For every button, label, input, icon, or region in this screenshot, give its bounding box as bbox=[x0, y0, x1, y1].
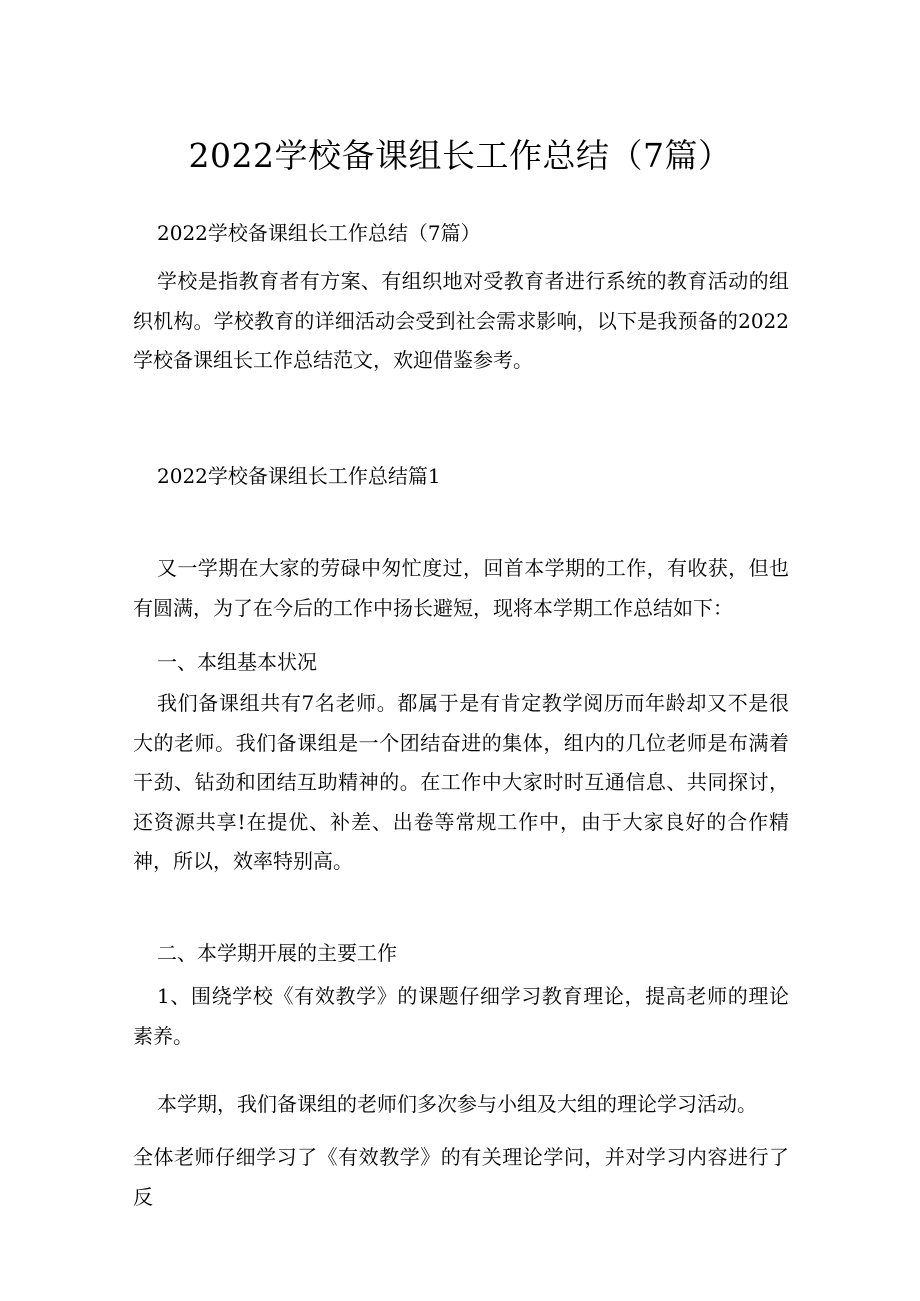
section-heading: 2022学校备课组长工作总结篇1 bbox=[157, 464, 441, 488]
body-paragraph-5: 全体老师仔细学习了《有效教学》的有关理论学问，并对学习内容进行了反 bbox=[133, 1145, 789, 1209]
document-subtitle: 2022学校备课组长工作总结（7篇） bbox=[157, 221, 481, 245]
body-paragraph-1: 又一学期在大家的劳碌中匆忙度过，回首本学期的工作，有收获，但也有圆满，为了在今后的工作中扬长避短，现将本学期工作总结如下： bbox=[133, 556, 789, 620]
body-paragraph-4: 本学期，我们备课组的老师们多次参与小组及大组的理论学习活动。 bbox=[157, 1092, 757, 1116]
intro-paragraph: 学校是指教育者有方案、有组织地对受教育者进行系统的教育活动的组织机构。学校教育的详细活动会受到社会需求影响，以下是我预备的2022学校备课组长工作总结范文，欢迎借鉴参考。 bbox=[133, 269, 789, 372]
body-paragraph-3: 1、围绕学校《有效教学》的课题仔细学习教育理论，提高老师的理论素养。 bbox=[133, 984, 789, 1048]
heading-main-work: 二、本学期开展的主要工作 bbox=[157, 941, 397, 965]
body-paragraph-2: 我们备课组共有7名老师。都属于是有肯定教学阅历而年龄却又不是很大的老师。我们备课组是一个团结奋进的集体，组内的几位老师是布满着干劲、钻劲和团结互助精神的。在工作中大家时时互通信息、共同探讨，还资源共享!在提优、补差、出卷等常规工作中，由于大家良好的合作精神，所以，效率特别高。 bbox=[133, 691, 789, 873]
document-title: 2022学校备课组长工作总结（7篇） bbox=[188, 136, 732, 175]
heading-basic-situation: 一、本组基本状况 bbox=[157, 650, 317, 674]
